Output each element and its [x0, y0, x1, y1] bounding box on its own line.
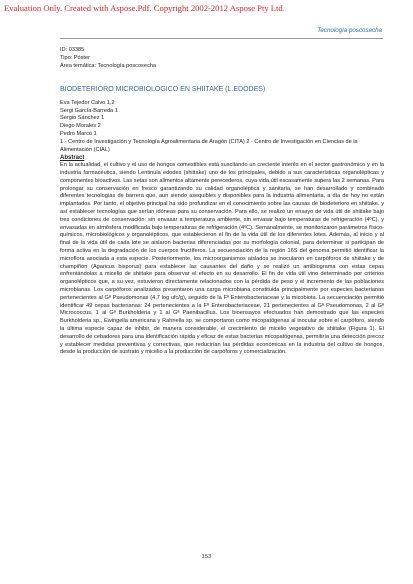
section-header-tag: Tecnología poscosecha	[317, 27, 382, 34]
author: Sergi García-Barreda 1	[60, 107, 118, 114]
page-number: 153	[201, 554, 212, 560]
submission-id: ID: 03385	[60, 47, 85, 53]
document-body	[60, 47, 384, 357]
submission-meta	[60, 47, 384, 71]
author: Pedro Marco 1	[60, 130, 97, 137]
author: Diego Morales 2	[60, 123, 101, 130]
affiliations: 1 - Centro de Investigación y Tecnología Agroalimentaria de Aragón (CITA) 2 - Centro de Investigación en Ciencias de la Alimentación (CIAL)	[60, 138, 358, 153]
abstract-heading: Abstract	[60, 155, 85, 162]
submission-type: Tipo: Póster	[60, 54, 90, 61]
author: Sergio Sánchez 1	[60, 115, 105, 122]
author: Eva Tejedor Calvo 1,2	[60, 99, 115, 106]
author-list	[60, 100, 384, 139]
abstract-text: En la actualidad, el cultivo y el uso de hongos comestibles está suscitando un creciente interés en el sector gastronómico y en la industria farmacéutica, siendo Lentinula edodes (shiitake) uno de los principales, debido a sus características organolépticas y componentes bioactivos. Las setas son alimentos altamente perecederos, cuya vida útil escasamente supera las 2 semanas. Para prolongar su conservación en fresco garantizando su calidad organoléptica y sanitaria, se han desarrollado y combinado diferentes tecnologías de barrera que, aun siendo asequibles y disponibles para la industria alimentaria, a día de hoy no están implantados. Por tanto, el objetivo principal ha sido profundizar en el conocimiento sobre las causas de biodeterioro en shiitake, y así establecer tecnologías que serían idóneas para su conservación. Para ello, se realizó un ensayo de vida útil de shiitake bajo tres condiciones de conservación: sin envasar a temperatura ambiente, sin envasar bajo temperaturas de refrigeración (4ºC), y envasadas en atmósfera modificada bajo temperaturas de refrigeración (4ºC). Semanalmente, se monitorizaron parámetros físico-químicos, microbiológicos y organolépticos, que establecieron el fin de la vida útil de los diferentes lotes. Además, al inicio y al final de la vida útil de cada lote se aislaron bacterias diferenciadas por su morfología colonial, para determinar si participan de forma activa en la degradación de los cuerpos fructíferos. La secuenciación de la región 16S del genoma permitió identificar la microflora asociada a esta especie. Posteriormente, los microorganismos aislados se inocularon en carpóforos de shiitake y de champiñón (Agaricus bisporus) para establecer las causantes del daño y se realizó un antibiograma con estas cepas enfrentándolas a micelio de shiitake para observar el efecto en su desarrollo. El fin de vida útil vino determinado por criterios organolépticos que, a su vez, estuvieron directamente relacionados con la pérdida de peso y el incremento de las poblaciones microbianas. Los carpóforos analizados presentaron una carga microbiana constituida principalmente por especies bacterianas pertenecientes al Gª Pseudomonas (4,7 log ufc/g), seguido de la Fª Enterobacteriaceae y la micobiota. La secuenciación permitió identificar 49 cepas bacterianas: 24 pertenecientes a la Fª Enterobacteriaceae, 21 pertenecientes al Gª Pseudomonas, 2 al Gª Micrococcus, 1 al Gª Burkholderia y 1 al Gª Paenibacillus. Los bioensayos efectuados han demostrado que las especies Burkholderia sp., Ewingella americana y Rahnella sp. se comportaron como micopatógenas al inocular sobre el carpóforo, siendo la última especie capaz de inhibir, de manera considerable, el crecimiento de micelio vegetativo de shiitake (Figura 1). El desarrollo de cebadores para una identificación rápida y eficaz de estas bacterias micopatógenas, permitiría una detección precoz y establecer medidas preventivas y correctivas, que reducirían las pérdidas económicas en la industria del cultivo de hongos, desde la producción de sustrato y micelio a la producción de carpóforos y comercialización.	[60, 162, 384, 356]
evaluation-watermark: Evaluation Only. Created with Aspose.Pdf. Copyright 2002-2012 Aspose Pty Ltd.	[4, 3, 285, 13]
paper-title: BIODETERIORO MICROBIOLÓGICO EN SHIITAKE (L.EDODES)	[60, 85, 266, 93]
header-divider	[60, 38, 383, 39]
submission-area: Área temática: Tecnología poscosecha	[60, 62, 156, 69]
